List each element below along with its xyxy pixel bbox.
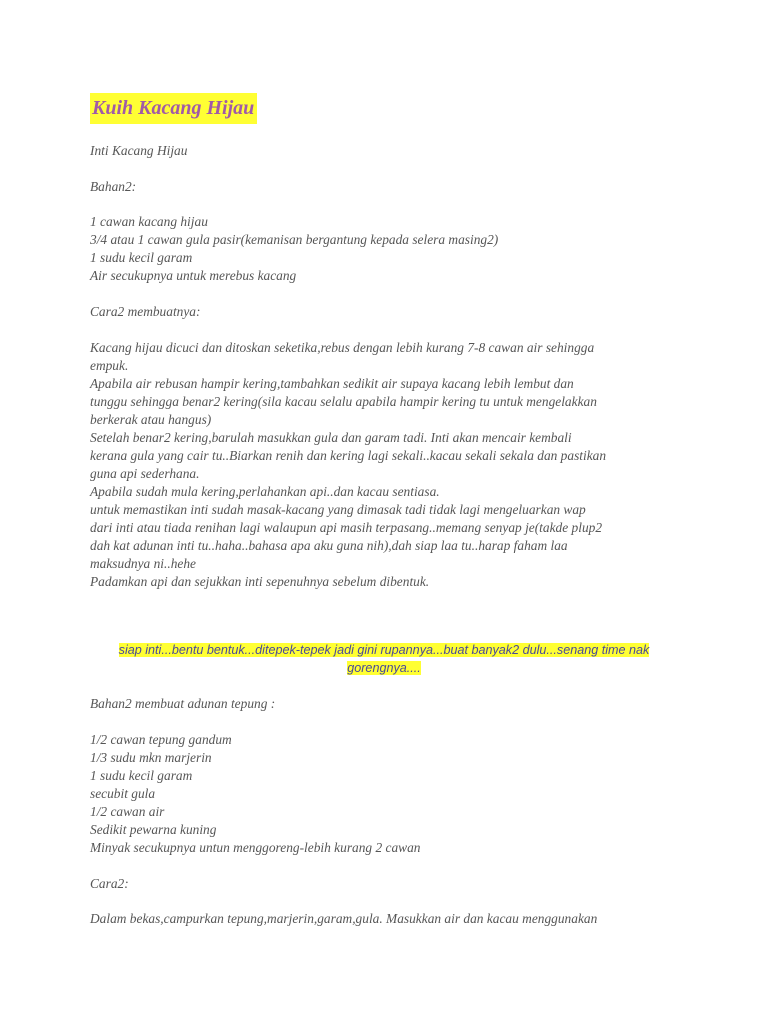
ingredient-line: 1 cawan kacang hijau [90, 214, 208, 229]
photo-caption [90, 641, 678, 659]
method-heading: Cara2 membuatnya: [90, 304, 201, 319]
method-line: dari inti atau tiada renihan lagi walaupun api masih terpasang..memang senyap je(takde plup2 [90, 520, 603, 535]
method-line: empuk. [90, 358, 129, 373]
method-line: guna api sederhana. [90, 466, 200, 481]
ingredient-line: 1/3 sudu mkn marjerin [90, 750, 212, 765]
ingredient-line: 1/2 cawan tepung gandum [90, 732, 232, 747]
method-line: kerana gula yang cair tu..Biarkan renih dan kering lagi sekali..kacau sekali sekala dan pastikan [90, 448, 607, 463]
method-line: Padamkan api dan sejukkan inti sepenuhnya sebelum dibentuk. [90, 574, 430, 589]
ingredients-heading: Bahan2: [90, 179, 137, 194]
photo-caption [90, 659, 678, 677]
ingredient-line: Minyak secukupnya untun menggoreng-lebih kurang 2 cawan [90, 840, 421, 855]
batter-ingredients-heading: Bahan2 membuat adunan tepung : [90, 696, 276, 711]
ingredient-line: secubit gula [90, 786, 156, 801]
ingredient-line: 3/4 atau 1 cawan gula pasir(kemanisan bergantung kepada selera masing2) [90, 232, 499, 247]
method-line: Kacang hijau dicuci dan ditoskan seketika,rebus dengan lebih kurang 7-8 cawan air sehingga [90, 340, 595, 355]
method-line: dah kat adunan inti tu..haha..bahasa apa aku guna nih),dah siap laa tu..harap faham laa [90, 538, 568, 553]
ingredient-line: 1 sudu kecil garam [90, 250, 193, 265]
batter-method-heading: Cara2: [90, 876, 129, 891]
method-line: untuk memastikan inti sudah masak-kacang yang dimasak tadi tidak lagi mengeluarkan wap [90, 502, 586, 517]
recipe-title: Kuih Kacang Hijau [90, 93, 257, 124]
document-page [90, 0, 690, 1024]
ingredient-line: 1 sudu kecil garam [90, 768, 193, 783]
method-line: berkerak atau hangus) [90, 412, 212, 427]
caption-line: gorengnya.... [347, 661, 421, 675]
caption-line: siap inti...bentu bentuk...ditepek-tepek jadi gini rupannya...buat banyak2 dulu...senang time nak [118, 643, 650, 657]
method-line: Apabila air rebusan hampir kering,tambahkan sedikit air supaya kacang lebih lembut dan [90, 376, 574, 391]
ingredient-line: 1/2 cawan air [90, 804, 165, 819]
method-line: Dalam bekas,campurkan tepung,marjerin,garam,gula. Masukkan air dan kacau menggunakan [90, 911, 598, 926]
method-line: tunggu sehingga benar2 kering(sila kacau selalu apabila hampir kering tu untuk mengelakkan [90, 394, 597, 409]
section-heading-inti: Inti Kacang Hijau [90, 143, 188, 158]
ingredient-line: Air secukupnya untuk merebus kacang [90, 268, 297, 283]
method-line: Apabila sudah mula kering,perlahankan api..dan kacau sentiasa. [90, 484, 440, 499]
method-line: Setelah benar2 kering,barulah masukkan gula dan garam tadi. Inti akan mencair kembali [90, 430, 572, 445]
method-line: maksudnya ni..hehe [90, 556, 196, 571]
ingredient-line: Sedikit pewarna kuning [90, 822, 217, 837]
